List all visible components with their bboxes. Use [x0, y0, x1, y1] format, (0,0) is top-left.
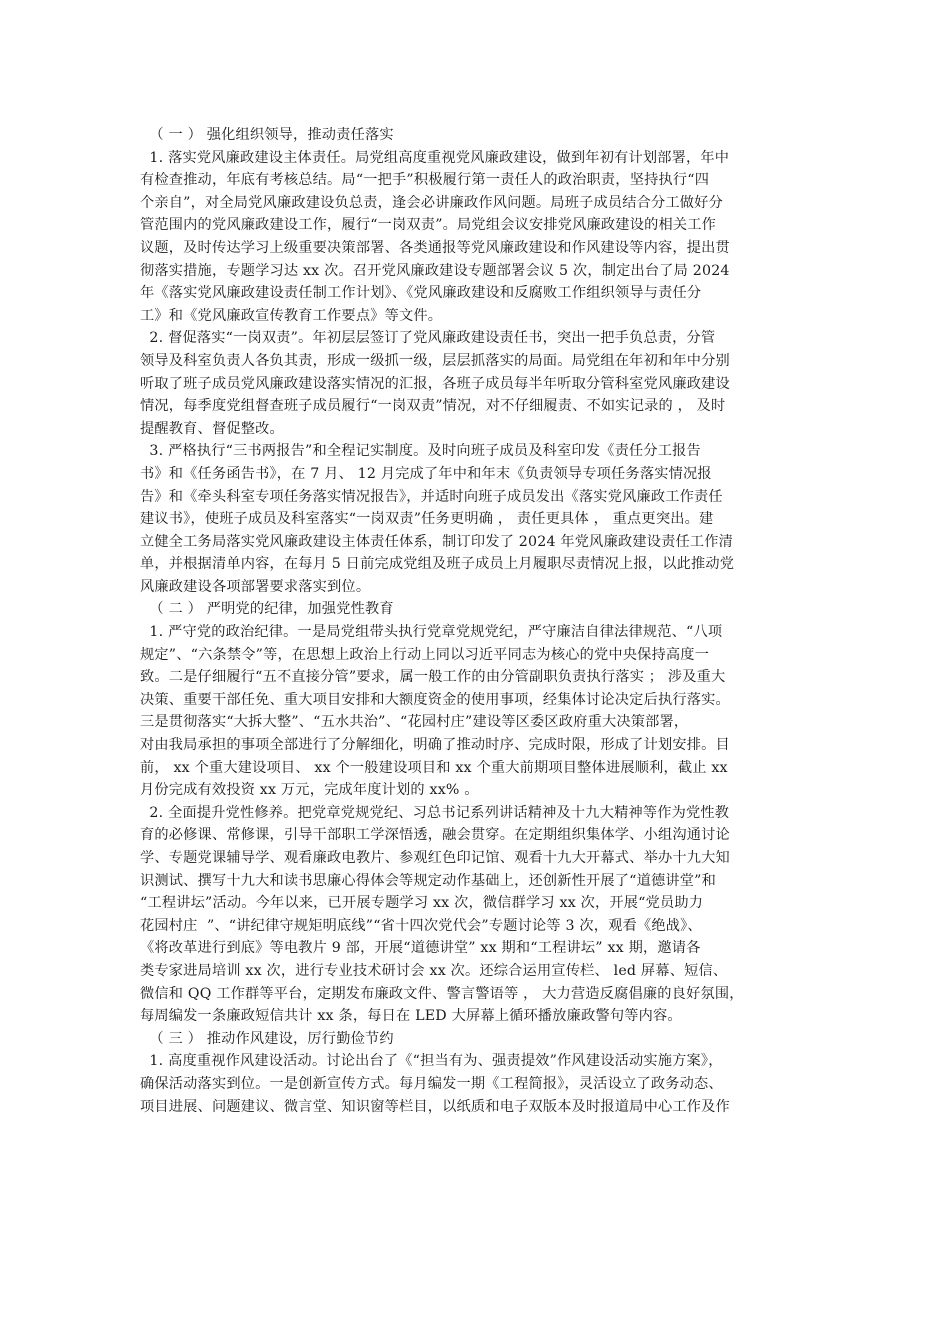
paragraph-line: 致。二是仔细履行“五不直接分管”要求，属一般工作的由分管副职负责执行落实 ； 涉及重大	[140, 669, 726, 686]
paragraph-line: 管范围内的党风廉政建设工作，履行“一岗双责”。局党组会议安排党风廉政建设的相关工作	[140, 217, 717, 234]
paragraph-line: 育的必修课、常修课，引导干部职工学深悟透，融会贯穿。在定期组织集体学、小组沟通讨论	[140, 827, 730, 844]
paragraph-line: 工》和《党风廉政宣传教育工作要点》等文件。	[140, 307, 443, 324]
paragraph-line: 确保活动落实到位。一是创新宣传方式。每月编发一期《工程简报》，灵活设立了政务动态、	[140, 1075, 723, 1092]
section-1-para-2	[140, 327, 812, 440]
paragraph-line: 2. 督促落实“一岗双责”。年初层层签订了党风廉政建设责任书，突出一把手负总责，分管	[140, 330, 716, 347]
paragraph-line: 书》和《任务函告书》，在 7 月、 12 月完成了年中和年末《负责领导专项任务落实情况报	[140, 465, 712, 482]
section-heading-text: （ 三 ） 推动作风建设，厉行勤俭节约	[140, 1030, 394, 1047]
paragraph-line: 2. 全面提升党性修养。把党章党规党纪、习总书记系列讲话精神及十九大精神等作为党性教	[140, 804, 730, 821]
paragraph-line: 立健全工务局落实党风廉政建设主体责任体系，制订印发了 2024 年党风廉政建设责任工作清	[140, 533, 734, 550]
section-heading-text: （ 二 ） 严明党的纪律，加强党性教育	[140, 601, 394, 618]
paragraph-line: 对由我局承担的事项全部进行了分解细化，明确了推动时序、完成时限，形成了计划安排。目	[140, 737, 730, 754]
section-2-heading	[140, 598, 812, 621]
paragraph-line: 年《落实党风廉政建设责任制工作计划》、《党风廉政建设和反腐败工作组织领导与责任分	[140, 285, 702, 302]
paragraph-line: 情况，每季度党组督查班子成员履行“一岗双责”情况，对不仔细履责、不如实记录的 ， 及时	[140, 398, 726, 415]
paragraph-line: 决策、重要干部任免、重大项目安排和大额度资金的使用事项，经集体讨论决定后执行落实。	[140, 691, 730, 708]
paragraph-line: 学、专题党课辅导学、观看廉政电教片、参观红色印记馆、观看十九大开幕式、举办十九大知	[140, 850, 730, 866]
paragraph-line: 规定”、“六条禁令”等，在思想上政治上行动上同以习近平同志为核心的党中央保持高度一	[140, 646, 710, 663]
section-heading-text: （ 一 ） 强化组织领导，推动责任落实	[140, 127, 394, 143]
paragraph-line: 每周编发一条廉政短信共计 xx 条，每日在 LED 大屏幕上循环播放廉政警句等内容。	[140, 1008, 682, 1025]
section-1-para-3	[140, 440, 812, 598]
paragraph-line: 前， xx 个重大建设项目、 xx 个一般建设项目和 xx 个重大前期项目整体进展顺利，截止 xx	[140, 759, 728, 776]
section-3-heading	[140, 1028, 812, 1051]
paragraph-line: 1. 落实党风廉政建设主体责任。局党组高度重视党风廉政建设，做到年初有计划部署，年中	[140, 149, 730, 166]
paragraph-line: 月份完成有效投资 xx 万元，完成年度计划的 xx% 。	[140, 782, 479, 799]
paragraph-line: 三是贯彻落实“大拆大整”、“五水共治”、“花园村庄”建设等区委区政府重大决策部署，	[140, 714, 689, 731]
document-body	[140, 124, 812, 1118]
paragraph-line: 提醒教育、督促整改。	[140, 420, 284, 437]
paragraph-line: 1. 严守党的政治纪律。一是局党组带头执行党章党规党纪，严守廉洁自律法律规范、“八项	[140, 624, 723, 641]
paragraph-line: 花园村庄 ”、“讲纪律守规矩明底线”“省十四次党代会”专题讨论等 3 次，观看《绝战》、	[140, 917, 702, 934]
paragraph-line: 微信和 QQ 工作群等平台，定期发布廉政文件、警言警语等 ， 大力营造反腐倡廉的良好氛围，	[140, 985, 744, 1002]
paragraph-line: 识测试、撰写十九大和读书思廉心得体会等规定动作基础上，还创新性开展了“道德讲堂”和	[140, 872, 717, 889]
paragraph-line: 议题，及时传达学习上级重要决策部署、各类通报等党风廉政建设和作风建设等内容，提出贯	[140, 239, 730, 256]
paragraph-line: 个亲自”，对全局党风廉政建设负总责，逢会必讲廉政作风问题。局班子成员结合分工做好分	[140, 194, 723, 211]
paragraph-line: 项目进展、问题建议、微言堂、知识窗等栏目，以纸质和电子双版本及时报道局中心工作及作	[140, 1098, 730, 1115]
section-2-para-1	[140, 621, 812, 802]
paragraph-line: “工程讲坛”活动。今年以来，已开展专题学习 xx 次，微信群学习 xx 次，开展“党员助力	[140, 895, 704, 912]
paragraph-line: 类专家进局培训 xx 次，进行专业技术研讨会 xx 次。还综合运用宣传栏、 led 屏幕、短信、	[140, 962, 728, 979]
section-1-heading	[140, 124, 812, 147]
paragraph-line: 听取了班子成员党风廉政建设落实情况的汇报，各班子成员每半年听取分管科室党风廉政建设	[140, 375, 730, 392]
paragraph-line: 告》和《牵头科室专项任务落实情况报告》，并适时向班子成员发出《落实党风廉政工作责任	[140, 488, 723, 505]
paragraph-line: 有检查推动，年底有考核总结。局“一把手”积极履行第一责任人的政治职责，坚持执行“四	[140, 172, 710, 189]
paragraph-line: 领导及科室负责人各负其责，形成一级抓一级，层层抓落实的局面。局党组在年初和年中分别	[140, 352, 730, 369]
section-1-para-1	[140, 147, 812, 328]
section-3-para-1	[140, 1050, 812, 1118]
paragraph-line: 3. 严格执行“三书两报告”和全程记实制度。及时向班子成员及科室印发《责任分工报告	[140, 443, 701, 460]
paragraph-line: 彻落实措施，专题学习达 xx 次。召开党风廉政建设专题部署会议 5 次，制定出台了局 2024	[140, 262, 730, 279]
section-2-para-2	[140, 802, 812, 1028]
paragraph-line: 风廉政建设各项部署要求落实到位。	[140, 578, 371, 595]
paragraph-line: 单，并根据清单内容，在每月 5 日前完成党组及班子成员上月履职尽责情况上报，以此推动党	[140, 556, 735, 573]
paragraph-line: 《将改革进行到底》等电教片 9 部，开展“道德讲堂” xx 期和“工程讲坛” xx 期，邀请各	[140, 940, 701, 957]
paragraph-line: 1. 高度重视作风建设活动。讨论出台了《“担当有为、强责提效”作风建设活动实施方案》，	[140, 1053, 723, 1070]
paragraph-line: 建议书》，使班子成员及科室落实“一岗双责”任务更明确 ， 责任更具体 ， 重点更突出。建	[140, 511, 714, 528]
